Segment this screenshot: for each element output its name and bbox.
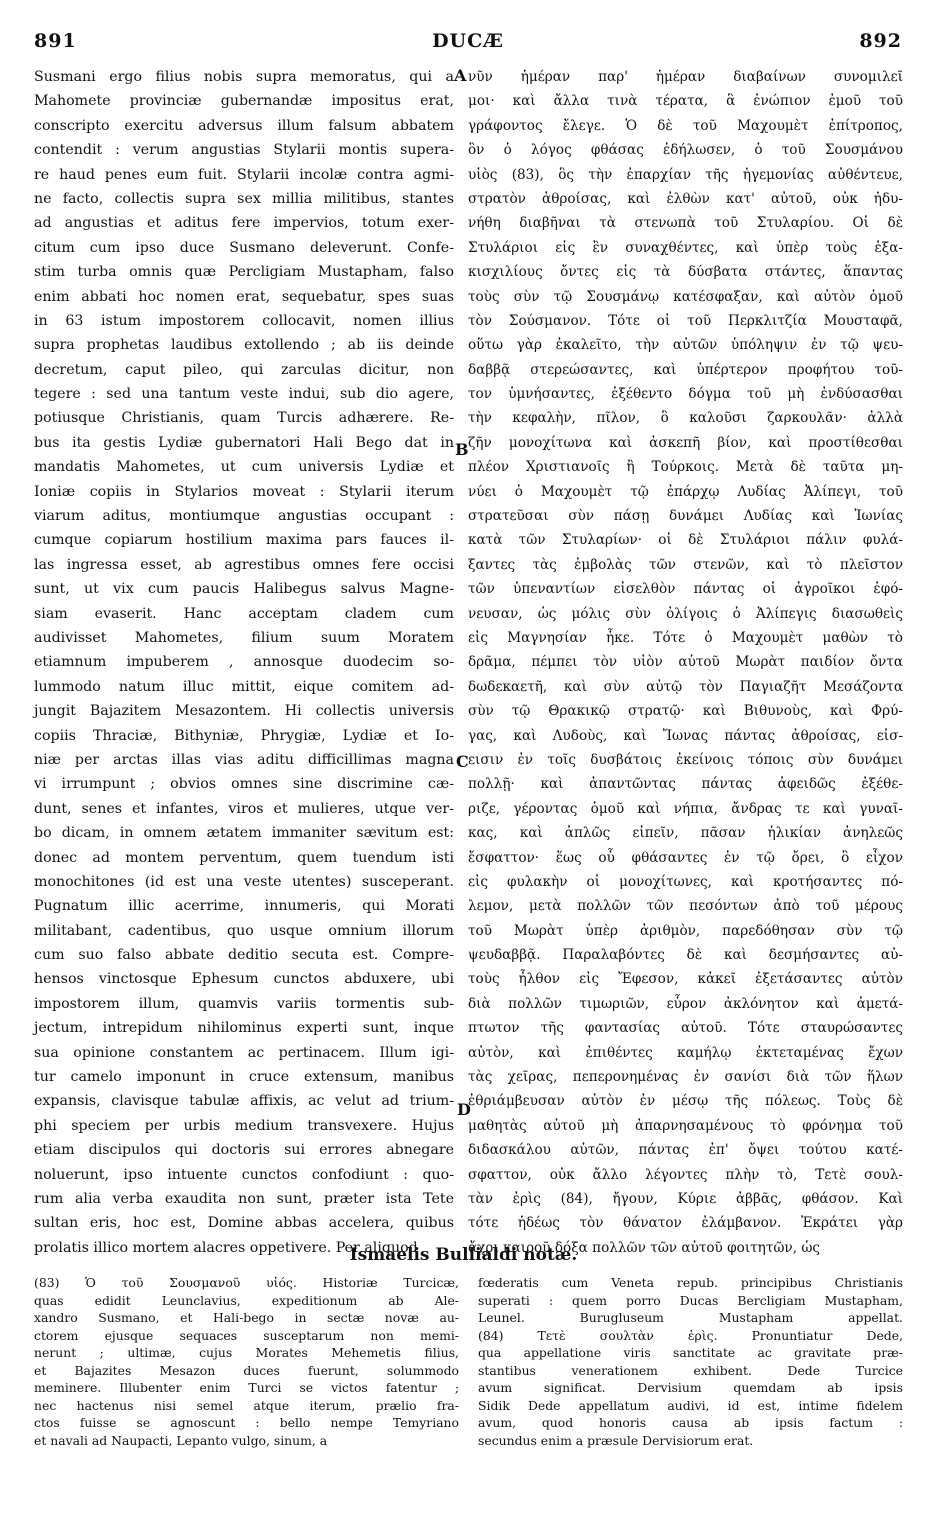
margin-marker-a: A	[454, 66, 467, 85]
note-line: ctorem ejusque sequaces susceptarum non memi-	[34, 1327, 459, 1343]
greek-text-line: δαββᾷ στερεώσαντες, καὶ ὑπέρτερον προφήτου τοῦ-	[468, 361, 903, 378]
latin-text-line: hensos vinctosque Ephesum cunctos abduxere, ubi	[34, 971, 454, 988]
running-title: DUCÆ	[432, 30, 504, 52]
latin-text-line: impostorem illum, quamvis variis tormentis sub-	[34, 995, 454, 1012]
greek-text-line: ζῆν μονοχίτωνα καὶ ἀσκεπῆ βίον, καὶ προστίθεσθαι	[468, 434, 903, 451]
latin-text-line: enim abbati hoc nomen erat, sequebatur, spes suas	[34, 288, 454, 305]
note-line: avum significat. Dervisium quemdam ab ipsis	[478, 1380, 903, 1395]
greek-text-line: ψευδαββᾷ. Παραλαβόντες δὲ καὶ δεσμήσαντες αὐ-	[468, 947, 903, 964]
greek-text-line: μαθητὰς αὐτοῦ μὴ ἀπαρνησαμένους τὸ φρόνημα τοῦ	[468, 1117, 903, 1134]
latin-text-line: Mahomete provinciæ gubernandæ impositus erat,	[34, 93, 454, 110]
greek-text-line: γράφοντος ἔλεγε. Ὁ δὲ τοῦ Μαχουμὲτ ἐπίτροπος,	[468, 117, 903, 134]
greek-text-line: κας, καὶ ἁπλῶς εἰπεῖν, πᾶσαν ἡλικίαν ἀνηλεῶς	[468, 825, 903, 842]
latin-text-line: etiamnum impuberem , annosque duodecim so-	[34, 654, 454, 671]
greek-text-line: δωδεκαετῆ, καὶ σὺν αὐτῷ τὸν Παγιαζῆτ Μεσάζοντα	[468, 678, 903, 695]
latin-text-line: vi irrumpunt ; obvios omnes sine discrimine cæ-	[34, 776, 454, 793]
note-line: ctos fuisse se agnoscunt : bello nempe Temyriano	[34, 1415, 459, 1430]
greek-text-line: τοὺς ἦλθον εἰς Ἔφεσον, κἀκεῖ ἐξετάσαντες αὐτὸν	[468, 971, 903, 988]
latin-text-line: tegere : sed una tantum veste indui, sub dio agere,	[34, 386, 454, 403]
latin-text-line: cum suo falso abbate deditio secuta est. Compre-	[34, 947, 454, 964]
note-line: nerunt ; ultimæ, cujus Morates Mehemetis filius,	[34, 1345, 459, 1360]
greek-text-line: διὰ πολλῶν τιμωριῶν, εὗρον ἀκλόνητον καὶ ἀμετά-	[468, 995, 903, 1012]
latin-text-line: decretum, caput pileo, qui zarculas dicitur, non	[34, 361, 454, 378]
latin-text-line: potiusque Christianis, quam Turcis adhærere. Re-	[34, 410, 454, 427]
greek-text-line: νήθη διαβῆναι τὰ στενωπὰ τοῦ Στυλαρίου. Οἱ δὲ	[468, 215, 903, 232]
greek-text-line: εισιν ἐν τοῖς δυσβάτοις ἐκείνοις τόποις σὺν δυνάμει	[468, 751, 903, 768]
latin-text-line: rum alia verba exaudita non sunt, præter ista Tete	[34, 1190, 454, 1207]
latin-text-column	[34, 65, 454, 1256]
latin-text-line: viarum aditus, montiumque angustias occupant :	[34, 508, 454, 525]
greek-text-line: ἔσφαττον· ἕως οὗ φθάσαντες ἐν τῷ ὄρει, ὃ εἶχον	[468, 849, 903, 866]
note-line: qua appellatione viris sanctitate ac gravitate præ-	[478, 1345, 903, 1360]
note-line: xandro Susmano, et Hali-bego in sectæ novæ au-	[34, 1310, 459, 1325]
greek-text-line: τὰς χεῖρας, πεπερονημένας ἐν σανίσι διὰ τῶν ἥλων	[468, 1069, 903, 1086]
greek-text-line: τὴν κεφαλὴν, πῖλον, ὃ καλοῦσι ζαρκουλᾶν· ἀλλὰ	[468, 410, 903, 427]
greek-text-line: τὸν Σούσμανον. Τότε οἱ τοῦ Περκλιτζία Μουσταφᾶ,	[468, 312, 903, 329]
greek-text-line: κατὰ τῶν Στυλαρίων· οἱ δὲ Στυλάριοι πάλιν φυλά-	[468, 532, 903, 549]
latin-text-line: ad angustias et aditus fere impervios, totum exer-	[34, 215, 454, 232]
greek-text-line: σὺν τῷ Θρακικῷ στρατῷ· καὶ Βιθυνοὺς, καὶ Φρύ-	[468, 703, 903, 720]
greek-text-line: τῶν ὑπεναντίων εἰσελθὸν πάντας οἱ ἀγροῖκοι ἐφό-	[468, 581, 903, 598]
note-line: (83) Ὁ τοῦ Σουσμανοῦ υἱός. Historiæ Turcicæ,	[34, 1275, 459, 1290]
notes-heading: Ismaelis Bullialdi notæ.	[349, 1245, 578, 1265]
latin-text-line: etiam discipulos qui doctoris sui errores abnegare	[34, 1142, 454, 1159]
latin-text-line: militabant, cadentibus, quo usque omnium illorum	[34, 922, 454, 939]
greek-text-line: τοῦ Μωρὰτ ὑπὲρ ἀριθμὸν, παρεδόθησαν σὺν τῷ	[468, 922, 903, 939]
page-number-left: 891	[34, 30, 77, 52]
note-line: quas edidit Leunclavius, expeditionum ab Ale-	[34, 1292, 459, 1308]
greek-text-line: νευσαν, ὡς μόλις σὺν ὀλίγοις ὁ Ἀλίπεγις διασωθεὶς	[468, 605, 903, 622]
note-line: secundus enim a præsule Dervisiorum erat.	[478, 1432, 754, 1448]
greek-text-line: γας, καὶ Λυδοὺς, καὶ Ἴωνας πάντας ἀθροίσας, εἰσ-	[468, 727, 903, 744]
greek-text-line: πολλῇ· καὶ ἀπαντῶντας πάντας ἀφειδῶς ἐξέθε-	[468, 776, 903, 793]
greek-text-line: τον ὑμνήσαντες, ἐξέθεντο δόγμα τοῦ μὴ ἐνδύσασθαι	[468, 386, 903, 403]
note-line: Sidik Dede appellatum audivi, id est, intime fidelem	[478, 1397, 903, 1413]
latin-text-line: jectum, intrepidum nihilominus experti sunt, inque	[34, 1020, 454, 1037]
latin-text-line: phi speciem per urbis medium transvexere. Hujus	[34, 1117, 454, 1134]
page-header	[34, 30, 902, 56]
latin-text-line: jungit Bajazitem Mesazontem. Hi collectis universis	[34, 703, 454, 720]
greek-text-line: ὃν ὁ λόγος φθάσας ἐδήλωσεν, ὁ τοῦ Σουσμάνου	[468, 142, 903, 159]
latin-text-line: stim turba omnis quæ Percligiam Mustapham, falso	[34, 264, 454, 281]
latin-text-line: Susmani ergo filius nobis supra memoratus, qui a	[34, 69, 454, 85]
greek-text-line: αὐτὸν, καὶ ἐπιθέντες καμήλῳ ἐκτεταμένας ἔχων	[468, 1044, 903, 1061]
greek-text-line: τοὺς σὺν τῷ Σουσμάνῳ κατέσφαξαν, καὶ αὐτὸν ὁμοῦ	[468, 288, 903, 305]
note-line: avum, quod honoris causa ab ipsis factum :	[478, 1415, 903, 1430]
greek-text-line: διδασκάλου αὐτῶν, πάντας ἐπ' ὄψει τούτου κατέ-	[468, 1142, 903, 1159]
note-line: meminere. Illubenter enim Turci se victos fatentur ;	[34, 1380, 459, 1395]
margin-marker-d: D	[457, 1100, 471, 1119]
latin-text-line: siam evaserit. Hanc acceptam cladem cum	[34, 605, 454, 622]
latin-text-line: supra prophetas laudibus extollendo ; ab iis deinde	[34, 337, 454, 354]
latin-text-line: contendit : verum angustias Stylarii montis supera-	[34, 142, 454, 159]
page-number-right: 892	[859, 30, 902, 52]
notes-right-column	[478, 1274, 903, 1449]
note-line: et navali ad Naupacti, Lepanto vulgo, sinum, a	[34, 1432, 328, 1448]
latin-text-line: sultan eris, hoc est, Domine abbas accelera, quibus	[34, 1215, 454, 1232]
greek-text-line: εἰς φυλακὴν οἱ μονοχίτωνες, καὶ κροτήσαντες πό-	[468, 873, 903, 890]
greek-text-line: στρατὸν ἀθροίσας, καὶ ἐλθὼν κατ' αὐτοῦ, οὐκ ἠδυ-	[468, 190, 903, 207]
latin-text-line: cumque copiarum hostilium maxima pars fauces il-	[34, 532, 454, 549]
greek-text-line: τότε ἡδέως τὸν θάνατον ἐλάμβανον. Ἐκράτει γὰρ	[468, 1215, 903, 1232]
margin-marker-b: B	[455, 440, 469, 459]
note-line: stantibus venerationem exhibent. Dede Turcice	[478, 1362, 903, 1378]
latin-text-line: sunt, ut vix cum paucis Halibegus salvus Magne-	[34, 581, 454, 598]
greek-text-line: ἄχρι καιροῦ δόξα πολλῶν τῶν αὐτοῦ φοιτητῶν, ὡς	[468, 1239, 821, 1256]
greek-text-line: ξαντες τὰς ἐμβολὰς τῶν στενῶν, καὶ τὸ πλεῖστον	[468, 556, 903, 573]
latin-text-line: niæ per arctas illas vias aditu difficillimas magna	[34, 751, 454, 768]
greek-text-column	[468, 65, 903, 1256]
note-line: Leunel. Burugluseum Mustapham appellat.	[478, 1310, 903, 1325]
greek-text-line: υἱὸς (83), ὃς τὴν ἐπαρχίαν τῆς ἡγεμονίας αὐθέντευε,	[468, 166, 903, 183]
note-line: (84) Τετὲ σουλτὰν ἐρὶς. Pronuntiatur Dede,	[478, 1327, 903, 1343]
greek-text-line: στρατεῦσαι σὺν πάσῃ δυνάμει Λυδίας καὶ Ἰωνίας	[468, 508, 903, 525]
note-line: nec hactenus nisi semel atque iterum, prælio fra-	[34, 1397, 459, 1413]
greek-text-line: λεμον, μετὰ πολλῶν τῶν πεσόντων ἀπὸ τοῦ μέρους	[468, 898, 903, 915]
latin-text-line: in 63 istum impostorem collocavit, nomen illius	[34, 312, 454, 329]
note-line: fœderatis cum Veneta repub. principibus Christianis	[478, 1275, 903, 1290]
latin-text-line: las ingressa esset, ab agrestibus omnes fere occisi	[34, 556, 454, 573]
greek-text-line: νῦν ἡμέραν παρ' ἡμέραν διαβαίνων συνομιλεῖ	[468, 69, 903, 85]
latin-text-line: sua opinione constantem ac pertinacem. Illum igi-	[34, 1044, 454, 1061]
latin-text-line: re haud penes eum fuit. Stylarii incolæ contra agmi-	[34, 166, 454, 183]
note-line: superati : quem porro Ducas Bercligiam Mustapham,	[478, 1292, 903, 1308]
latin-text-line: prolatis illico mortem alacres oppetivere. Per aliquod	[34, 1239, 418, 1256]
greek-text-line: νύει ὁ Μαχουμὲτ τῷ ἐπάρχῳ Λυδίας Ἀλίπεγι, τοῦ	[468, 483, 903, 500]
greek-text-line: μοι· καὶ ἄλλα τινὰ τέρατα, ἃ ἐνώπιον ἐμοῦ τοῦ	[468, 93, 903, 110]
latin-text-line: conscripto exercitu adversus illum falsum abbatem	[34, 117, 454, 134]
latin-text-line: noluerunt, ipso intuente cunctos confodiunt : quo-	[34, 1166, 454, 1183]
margin-marker-c: C	[456, 752, 469, 771]
latin-text-line: audivisset Mahometes, filium suum Moratem	[34, 629, 454, 646]
greek-text-line: ριζε, γέροντας ὁμοῦ καὶ νήπια, ἄνδρας τε καὶ γυναῖ-	[468, 800, 903, 817]
latin-text-line: Pugnatum illic acerrime, innumeris, qui Morati	[34, 898, 454, 915]
latin-text-line: bo dicam, in omnem ætatem immaniter sævitum est:	[34, 825, 454, 842]
greek-text-line: κισχιλίους ὄντες εἰς τὰ δύσβατα στάντες, ἅπαντας	[468, 264, 903, 281]
greek-text-line: οὕτω γὰρ ἐκαλεῖτο, τὴν αὐτῶν ὑπόληψιν ἐν τῷ ψευ-	[468, 337, 903, 354]
latin-text-line: citum cum ipso duce Susmano deleverunt. Confe-	[34, 239, 454, 256]
latin-text-line: lummodo natum illuc mittit, eique comitem ad-	[34, 678, 454, 695]
latin-text-line: donec ad montem perventum, quem tuendum isti	[34, 849, 454, 866]
notes-left-column	[34, 1274, 459, 1449]
greek-text-line: εἰς Μαγνησίαν ἧκε. Τότε ὁ Μαχουμὲτ μαθὼν τὸ	[468, 629, 903, 646]
latin-text-line: monochitones (id est una veste utentes) susceperant.	[34, 873, 454, 890]
latin-text-line: bus ita gestis Lydiæ gubernatori Hali Bego dat in	[34, 434, 454, 451]
latin-text-line: Ioniæ copiis in Stylarios moveat : Stylarii iterum	[34, 483, 454, 500]
greek-text-line: πτωτον τῆς φαντασίας αὐτοῦ. Τότε σταυρώσαντες	[468, 1020, 903, 1037]
latin-text-line: copiis Thraciæ, Bithyniæ, Phrygiæ, Lydiæ et Io-	[34, 727, 454, 744]
greek-text-line: πλέον Χριστιανοῖς ἢ Τούρκοις. Μετὰ δὲ ταῦτα μη-	[468, 459, 903, 476]
latin-text-line: expansis, clavisque tabulæ affixis, ac velut ad trium-	[34, 1093, 454, 1110]
latin-text-line: ne facto, collectis supra sex millia militibus, stantes	[34, 190, 454, 207]
greek-text-line: ἐθριάμβευσαν αὐτὸν ἐν μέσῳ τῆς πόλεως. Τοὺς δὲ	[468, 1093, 903, 1110]
greek-text-line: Στυλάριοι εἰς ἓν συναχθέντες, καὶ ὑπὲρ τοὺς ἑξα-	[468, 239, 903, 256]
latin-text-line: dunt, senes et infantes, viros et mulieres, utque ver-	[34, 800, 454, 817]
greek-text-line: δρᾶμα, πέμπει τὸν υἱὸν αὐτοῦ Μωρὰτ παιδίον ὄντα	[468, 654, 903, 671]
greek-text-line: σφαττον, οὐκ ἄλλο λέγοντες πλὴν τὸ, Τετὲ σουλ-	[468, 1166, 903, 1183]
latin-text-line: mandatis Mahometes, ut cum universis Lydiæ et	[34, 459, 454, 476]
latin-text-line: tur camelo imponunt in cruce extensum, manibus	[34, 1069, 454, 1086]
greek-text-line: τὰν ἐρὶς (84), ἤγουν, Κύριε ἀββᾶς, φθάσον. Καὶ	[468, 1190, 903, 1207]
note-line: et Bajazites Mesazon duces fuerunt, solummodo	[34, 1362, 459, 1378]
